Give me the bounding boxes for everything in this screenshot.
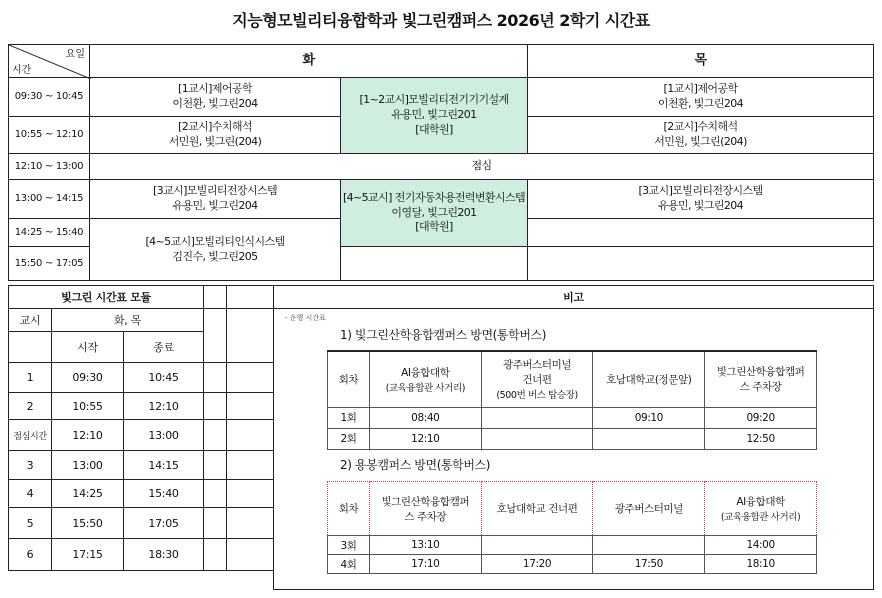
empty-cell <box>203 538 227 571</box>
col-header-end: 종료 <box>123 331 204 363</box>
round-cell: 4회 <box>328 555 370 574</box>
time-cell: 13:10 <box>369 536 481 555</box>
class-tag: [대학원] <box>415 220 453 234</box>
time-slot-2: 10:55 ~ 12:10 <box>8 116 90 154</box>
time-cell: 12:10 <box>369 428 481 449</box>
time-cell: 17:10 <box>369 555 481 574</box>
empty-cell <box>226 392 274 420</box>
start-time-cell: 10:55 <box>51 392 124 420</box>
class-title: [1~2교시]모빌리티전기기기설계 <box>359 93 509 107</box>
end-time-cell: 14:15 <box>123 450 204 480</box>
time-cell <box>481 407 593 428</box>
period-cell: 3 <box>8 450 52 480</box>
stop-detail: (500번 버스 탑승장) <box>496 390 578 402</box>
end-time-cell: 10:45 <box>123 362 204 393</box>
table-row <box>328 555 817 574</box>
empty-cell <box>203 285 227 309</box>
end-time-cell: 15:40 <box>123 479 204 508</box>
page-title: 지능형모빌리티융합학과 빛그린캠퍼스 2026년 2학기 시간표 <box>232 11 650 30</box>
class-title: [4~5교시]모빌리티인식시스템 <box>145 234 285 248</box>
class-info: 유용민, 빛그린201 <box>391 108 477 122</box>
empty-cell <box>340 246 528 281</box>
class-info: 이천환, 빛그린204 <box>657 97 744 110</box>
round-cell: 3회 <box>328 536 370 555</box>
table-row <box>328 407 817 428</box>
start-time-cell: 12:10 <box>51 419 124 451</box>
end-time-cell: 13:00 <box>123 419 204 451</box>
empty-cell <box>527 218 874 247</box>
day-header-thu: 목 <box>527 44 874 78</box>
table-row <box>328 536 817 555</box>
bus2-header-stop-4 <box>705 482 817 536</box>
end-time-cell: 17:05 <box>123 507 204 539</box>
class-tag: [대학원] <box>415 122 453 136</box>
period-cell: 점심시간 <box>8 419 52 451</box>
time-cell: 08:40 <box>369 407 481 428</box>
class-cell <box>527 77 874 117</box>
stop-detail: (교육융합관 사거리) <box>385 382 466 394</box>
stop-detail: 스 주차장 <box>404 510 447 523</box>
bus1-header-stop-4 <box>705 351 817 407</box>
time-cell: 09:10 <box>593 407 705 428</box>
schedule-small-label: - 운행 시간표 <box>285 314 326 322</box>
class-title: [1교시]제어공학 <box>663 82 738 96</box>
bus2-header-stop-1 <box>369 482 481 536</box>
start-time-cell: 13:00 <box>51 450 124 480</box>
empty-cell <box>203 450 227 480</box>
time-cell: 09:20 <box>705 407 817 428</box>
bus2-header-stop-2: 호남대학교 건너편 <box>481 482 593 536</box>
bus-section-1-title: 1) 빛그린산학융합캠퍼스 방면(통학버스) <box>340 328 546 342</box>
class-info: 이영달, 빛그린201 <box>391 205 477 219</box>
round-cell: 1회 <box>328 407 370 428</box>
time-cell: 18:10 <box>705 555 817 574</box>
stop-name: AI융합대학 <box>736 496 785 508</box>
empty-cell <box>203 507 227 539</box>
stop-name: 빛그린산학융합캠퍼 <box>716 366 805 379</box>
graduate-class-cell <box>340 179 528 247</box>
stop-detail: (교육융합관 사거리) <box>720 512 801 523</box>
period-cell: 4 <box>8 479 52 508</box>
stop-detail: 스 주차장 <box>739 381 782 394</box>
empty-cell <box>226 479 274 508</box>
corner-day-label: 요일 <box>65 49 85 60</box>
empty-cell <box>226 285 274 309</box>
empty-cell <box>203 419 227 451</box>
corner-time-label: 시간 <box>12 65 32 76</box>
start-time-cell: 09:30 <box>51 362 124 393</box>
class-info: 유용민, 빛그린204 <box>657 199 744 212</box>
class-title: [3교시]모빌리티전장시스템 <box>152 184 278 198</box>
bus1-header-round: 회차 <box>328 351 370 407</box>
time-cell <box>593 428 705 449</box>
start-time-cell: 15:50 <box>51 507 124 539</box>
class-info: 유용민, 빛그린204 <box>172 199 258 212</box>
time-cell <box>481 428 593 449</box>
time-cell: 17:20 <box>481 555 593 574</box>
class-info: 김진수, 빛그린205 <box>172 249 258 263</box>
empty-cell <box>8 331 52 363</box>
end-time-cell: 18:30 <box>123 538 204 571</box>
time-slot-lunch: 12:10 ~ 13:00 <box>8 153 90 180</box>
end-time-cell: 12:10 <box>123 392 204 420</box>
time-slot-4: 14:25 ~ 15:40 <box>8 218 90 247</box>
empty-cell <box>203 362 227 393</box>
period-cell: 6 <box>8 538 52 571</box>
class-info: 서민원, 빛그린(204) <box>654 135 747 148</box>
time-slot-1: 09:30 ~ 10:45 <box>8 77 90 117</box>
empty-cell <box>203 392 227 420</box>
empty-cell <box>527 246 874 281</box>
time-cell <box>593 536 705 555</box>
graduate-class-cell <box>340 77 528 154</box>
corner-header-cell <box>8 44 90 78</box>
time-slot-5: 15:50 ~ 17:05 <box>8 246 90 281</box>
period-table-title: 빛그린 시간표 모듈 <box>8 285 204 309</box>
col-header-days: 화, 목 <box>51 308 204 332</box>
stop-name: AI융합대학 <box>401 366 450 379</box>
class-cell <box>89 179 341 219</box>
class-cell <box>527 179 874 219</box>
class-cell <box>527 116 874 154</box>
class-title: [3교시]모빌리티전장시스템 <box>638 184 763 198</box>
class-cell <box>89 218 341 281</box>
stop-name: 빛그린산학융합캠퍼 <box>381 495 470 508</box>
class-cell <box>89 77 341 117</box>
empty-cell <box>226 308 274 363</box>
class-title: [1교시]제어공학 <box>178 82 252 96</box>
time-cell <box>481 536 593 555</box>
empty-cell <box>203 308 227 363</box>
period-cell: 1 <box>8 362 52 393</box>
start-time-cell: 14:25 <box>51 479 124 508</box>
start-time-cell: 17:15 <box>51 538 124 571</box>
bus2-header-round: 회차 <box>328 482 370 536</box>
bus1-header-stop-3: 호남대학교(정문앞) <box>593 351 705 407</box>
bus-section-2-title: 2) 용봉캠퍼스 방면(통학버스) <box>340 458 491 472</box>
time-slot-3: 13:00 ~ 14:15 <box>8 179 90 219</box>
time-cell: 14:00 <box>705 536 817 555</box>
period-cell: 2 <box>8 392 52 420</box>
class-title: [2교시]수치해석 <box>178 120 252 134</box>
empty-cell <box>226 538 274 571</box>
stop-detail: 건너편 <box>522 374 552 387</box>
time-cell: 17:50 <box>593 555 705 574</box>
class-title: [4~5교시] 전기자동차용전력변환시스템 <box>342 190 526 204</box>
empty-cell <box>226 362 274 393</box>
bus-table-2 <box>327 481 817 574</box>
round-cell: 2회 <box>328 428 370 449</box>
table-row <box>328 428 817 449</box>
empty-cell <box>203 479 227 508</box>
bus2-header-stop-3: 광주버스터미널 <box>593 482 705 536</box>
bus-table-1 <box>327 350 817 450</box>
class-title: [2교시]수치해석 <box>663 120 738 134</box>
class-info: 이천환, 빛그린204 <box>172 97 258 110</box>
day-header-tue: 화 <box>89 44 528 78</box>
bus1-header-stop-2 <box>481 351 593 407</box>
empty-cell <box>226 507 274 539</box>
class-cell <box>89 116 341 154</box>
col-header-start: 시작 <box>51 331 124 363</box>
time-cell: 12:50 <box>705 428 817 449</box>
empty-cell <box>226 419 274 451</box>
col-header-period: 교시 <box>8 308 52 332</box>
lunch-row: 점심 <box>89 153 874 180</box>
class-info: 서민원, 빛그린(204) <box>168 135 262 148</box>
period-cell: 5 <box>8 507 52 539</box>
stop-name: 광주버스터미널 <box>502 359 572 372</box>
bus1-header-stop-1 <box>369 351 481 407</box>
notes-header: 비고 <box>273 285 874 309</box>
empty-cell <box>226 450 274 480</box>
